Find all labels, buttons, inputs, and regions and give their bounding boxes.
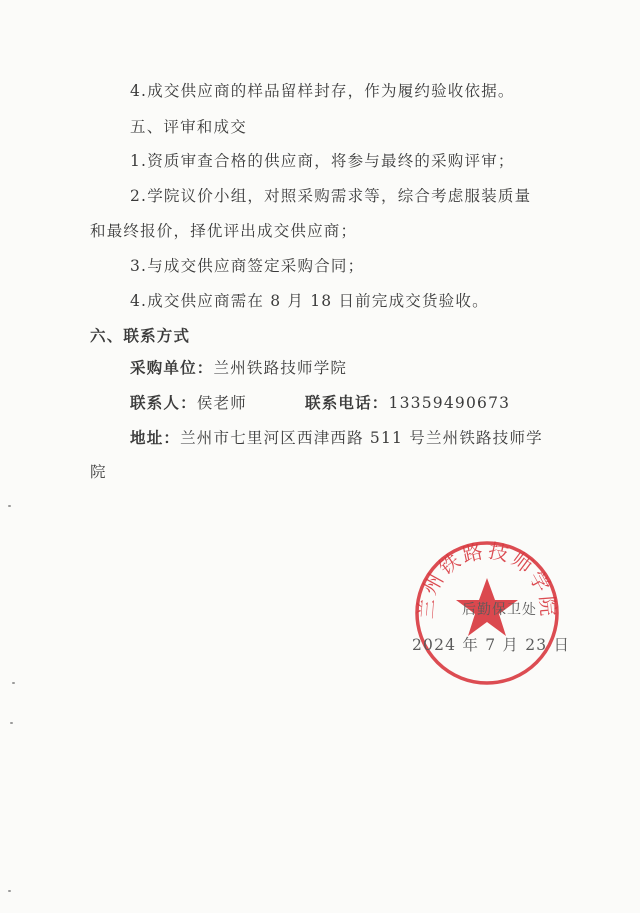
section-5-item-2-cont: 和最终报价，择优评出成交供应商； [90, 222, 358, 240]
contact-person-label: 联系人： [130, 393, 197, 412]
signature-date: 2024 年 7 月 23 日 [412, 636, 571, 654]
scan-mark [8, 890, 11, 892]
section-5-item-1: 1.资质审查合格的供应商，将参与最终的采购评审； [130, 152, 515, 170]
section-5-item-3: 3.与成交供应商签定采购合同； [130, 257, 365, 275]
contact-person-row [130, 393, 247, 413]
address-row [130, 428, 543, 448]
scan-mark [10, 722, 13, 724]
phone-value: 13359490673 [388, 394, 511, 412]
purchaser-row [130, 358, 347, 378]
section-5-item-4: 4.成交供应商需在 8 月 18 日前完成交货验收。 [130, 292, 489, 310]
address-cont: 院 [90, 463, 107, 481]
scan-mark [12, 682, 15, 684]
section-5-item-2: 2.学院议价小组，对照采购需求等，综合考虑服装质量 [130, 187, 532, 205]
seal-text: 兰州铁路技师学院 [413, 538, 561, 620]
address-label: 地址： [130, 428, 181, 447]
purchaser-label: 采购单位： [130, 358, 214, 377]
signatory: 后勤保卫处 [462, 602, 537, 618]
scan-mark [8, 505, 11, 507]
phone-label: 联系电话： [305, 393, 389, 412]
contact-person-value: 侯老师 [196, 394, 247, 412]
section-5-heading: 五、评审和成交 [130, 118, 247, 136]
item-4-sample: 4.成交供应商的样品留样封存，作为履约验收依据。 [130, 82, 515, 100]
phone-row [305, 393, 510, 413]
address-value: 兰州市七里河区西津西路 511 号兰州铁路技师学 [180, 429, 543, 447]
purchaser-value: 兰州铁路技师学院 [213, 359, 348, 377]
section-6-heading: 六、联系方式 [90, 326, 191, 345]
